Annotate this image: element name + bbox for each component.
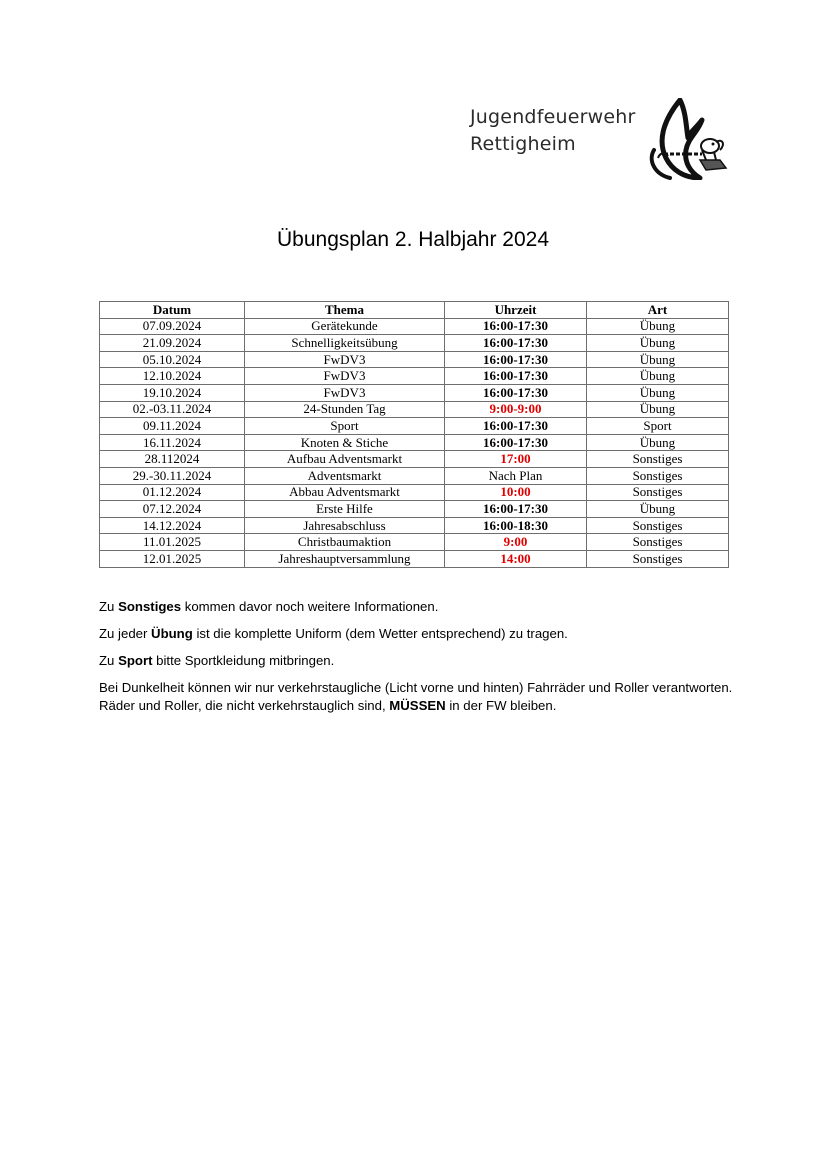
cell-art: Sonstiges	[587, 484, 729, 501]
cell-art: Übung	[587, 401, 729, 418]
cell-uhrzeit-highlighted: 9:00-9:00	[445, 401, 587, 418]
cell-datum: 12.10.2024	[100, 368, 245, 385]
note-text: ist die komplette Uniform (dem Wetter entsprechend) zu tragen.	[192, 626, 568, 641]
note-text: kommen davor noch weitere Informationen.	[181, 599, 439, 614]
cell-thema: 24-Stunden Tag	[245, 401, 445, 418]
table-row	[100, 550, 729, 567]
cell-datum: 05.10.2024	[100, 351, 245, 368]
cell-thema: Sport	[245, 418, 445, 435]
cell-thema: Schnelligkeitsübung	[245, 335, 445, 352]
cell-art: Sport	[587, 418, 729, 435]
page-title: Übungsplan 2. Halbjahr 2024	[276, 228, 550, 251]
cell-datum: 21.09.2024	[100, 335, 245, 352]
table-row	[100, 335, 729, 352]
note-text: Bei Dunkelheit können wir nur verkehrstaugliche (Licht vorne und hinten) Fahrräder und Roller verantworten. Räder und Roller, die nicht verkehrstauglich sind,	[99, 680, 733, 713]
note-text: bitte Sportkleidung mitbringen.	[152, 653, 335, 668]
cell-datum: 12.01.2025	[100, 550, 245, 567]
organization-name	[470, 104, 636, 158]
table-header-row	[100, 302, 729, 319]
notes-section	[99, 598, 739, 725]
cell-thema: Christbaumaktion	[245, 534, 445, 551]
cell-thema: Aufbau Adventsmarkt	[245, 451, 445, 468]
table-row	[100, 501, 729, 518]
cell-uhrzeit: 16:00-17:30	[445, 335, 587, 352]
column-header-thema: Thema	[245, 302, 445, 319]
cell-uhrzeit-highlighted: 10:00	[445, 484, 587, 501]
cell-thema: Knoten & Stiche	[245, 434, 445, 451]
note-keyword: MÜSSEN	[389, 698, 446, 713]
cell-datum: 02.-03.11.2024	[100, 401, 245, 418]
column-header-uhrzeit: Uhrzeit	[445, 302, 587, 319]
cell-uhrzeit: 16:00-17:30	[445, 384, 587, 401]
cell-art: Übung	[587, 368, 729, 385]
cell-datum: 09.11.2024	[100, 418, 245, 435]
cell-uhrzeit: 16:00-17:30	[445, 501, 587, 518]
cell-art: Übung	[587, 501, 729, 518]
note-text: Zu	[99, 599, 119, 614]
cell-uhrzeit-highlighted: 14:00	[445, 550, 587, 567]
note-uebung	[99, 625, 739, 642]
cell-uhrzeit: 16:00-17:30	[445, 418, 587, 435]
note-text: Zu	[99, 653, 119, 668]
table-row	[100, 517, 729, 534]
note-text: in der FW bleiben.	[445, 698, 557, 713]
cell-datum: 11.01.2025	[100, 534, 245, 551]
table-row	[100, 434, 729, 451]
cell-thema: Jahresabschluss	[245, 517, 445, 534]
org-name-line-1: Jugendfeuerwehr	[470, 106, 636, 128]
table-row	[100, 368, 729, 385]
cell-art: Sonstiges	[587, 451, 729, 468]
cell-datum: 29.-30.11.2024	[100, 467, 245, 484]
cell-art: Übung	[587, 318, 729, 335]
cell-art: Übung	[587, 434, 729, 451]
cell-thema: Adventsmarkt	[245, 467, 445, 484]
table-row	[100, 484, 729, 501]
cell-uhrzeit-highlighted: 9:00	[445, 534, 587, 551]
cell-uhrzeit: 16:00-17:30	[445, 434, 587, 451]
cell-uhrzeit: Nach Plan	[445, 467, 587, 484]
org-name-line-2: Rettigheim	[470, 133, 576, 155]
cell-datum: 28.112024	[100, 451, 245, 468]
note-keyword: Übung	[151, 626, 193, 641]
cell-art: Sonstiges	[587, 517, 729, 534]
cell-thema: Jahreshauptversammlung	[245, 550, 445, 567]
column-header-datum: Datum	[100, 302, 245, 319]
cell-thema: Gerätekunde	[245, 318, 445, 335]
cell-datum: 14.12.2024	[100, 517, 245, 534]
cell-uhrzeit: 16:00-17:30	[445, 368, 587, 385]
table-row	[100, 451, 729, 468]
table-row	[100, 467, 729, 484]
cell-datum: 16.11.2024	[100, 434, 245, 451]
cell-art: Sonstiges	[587, 550, 729, 567]
table-row	[100, 401, 729, 418]
note-keyword: Sport	[118, 653, 153, 668]
table-row	[100, 384, 729, 401]
cell-art: Übung	[587, 335, 729, 352]
cell-thema: Erste Hilfe	[245, 501, 445, 518]
flame-firefighter-dog-logo-icon	[640, 98, 732, 180]
cell-datum: 01.12.2024	[100, 484, 245, 501]
cell-thema: FwDV3	[245, 368, 445, 385]
schedule-table	[99, 301, 729, 568]
cell-datum: 19.10.2024	[100, 384, 245, 401]
cell-datum: 07.12.2024	[100, 501, 245, 518]
note-keyword: Sonstiges	[118, 599, 182, 614]
table-row	[100, 318, 729, 335]
cell-uhrzeit: 16:00-17:30	[445, 351, 587, 368]
note-text: Zu jeder	[99, 626, 152, 641]
note-sonstiges	[99, 598, 739, 615]
cell-art: Sonstiges	[587, 534, 729, 551]
cell-art: Übung	[587, 351, 729, 368]
cell-uhrzeit: 16:00-17:30	[445, 318, 587, 335]
cell-art: Übung	[587, 384, 729, 401]
cell-thema: Abbau Adventsmarkt	[245, 484, 445, 501]
note-dunkelheit	[99, 679, 739, 715]
cell-thema: FwDV3	[245, 384, 445, 401]
cell-uhrzeit-highlighted: 17:00	[445, 451, 587, 468]
cell-datum: 07.09.2024	[100, 318, 245, 335]
table-row	[100, 534, 729, 551]
column-header-art: Art	[587, 302, 729, 319]
cell-thema: FwDV3	[245, 351, 445, 368]
table-row	[100, 351, 729, 368]
cell-art: Sonstiges	[587, 467, 729, 484]
cell-uhrzeit: 16:00-18:30	[445, 517, 587, 534]
note-sport	[99, 652, 739, 669]
table-row	[100, 418, 729, 435]
